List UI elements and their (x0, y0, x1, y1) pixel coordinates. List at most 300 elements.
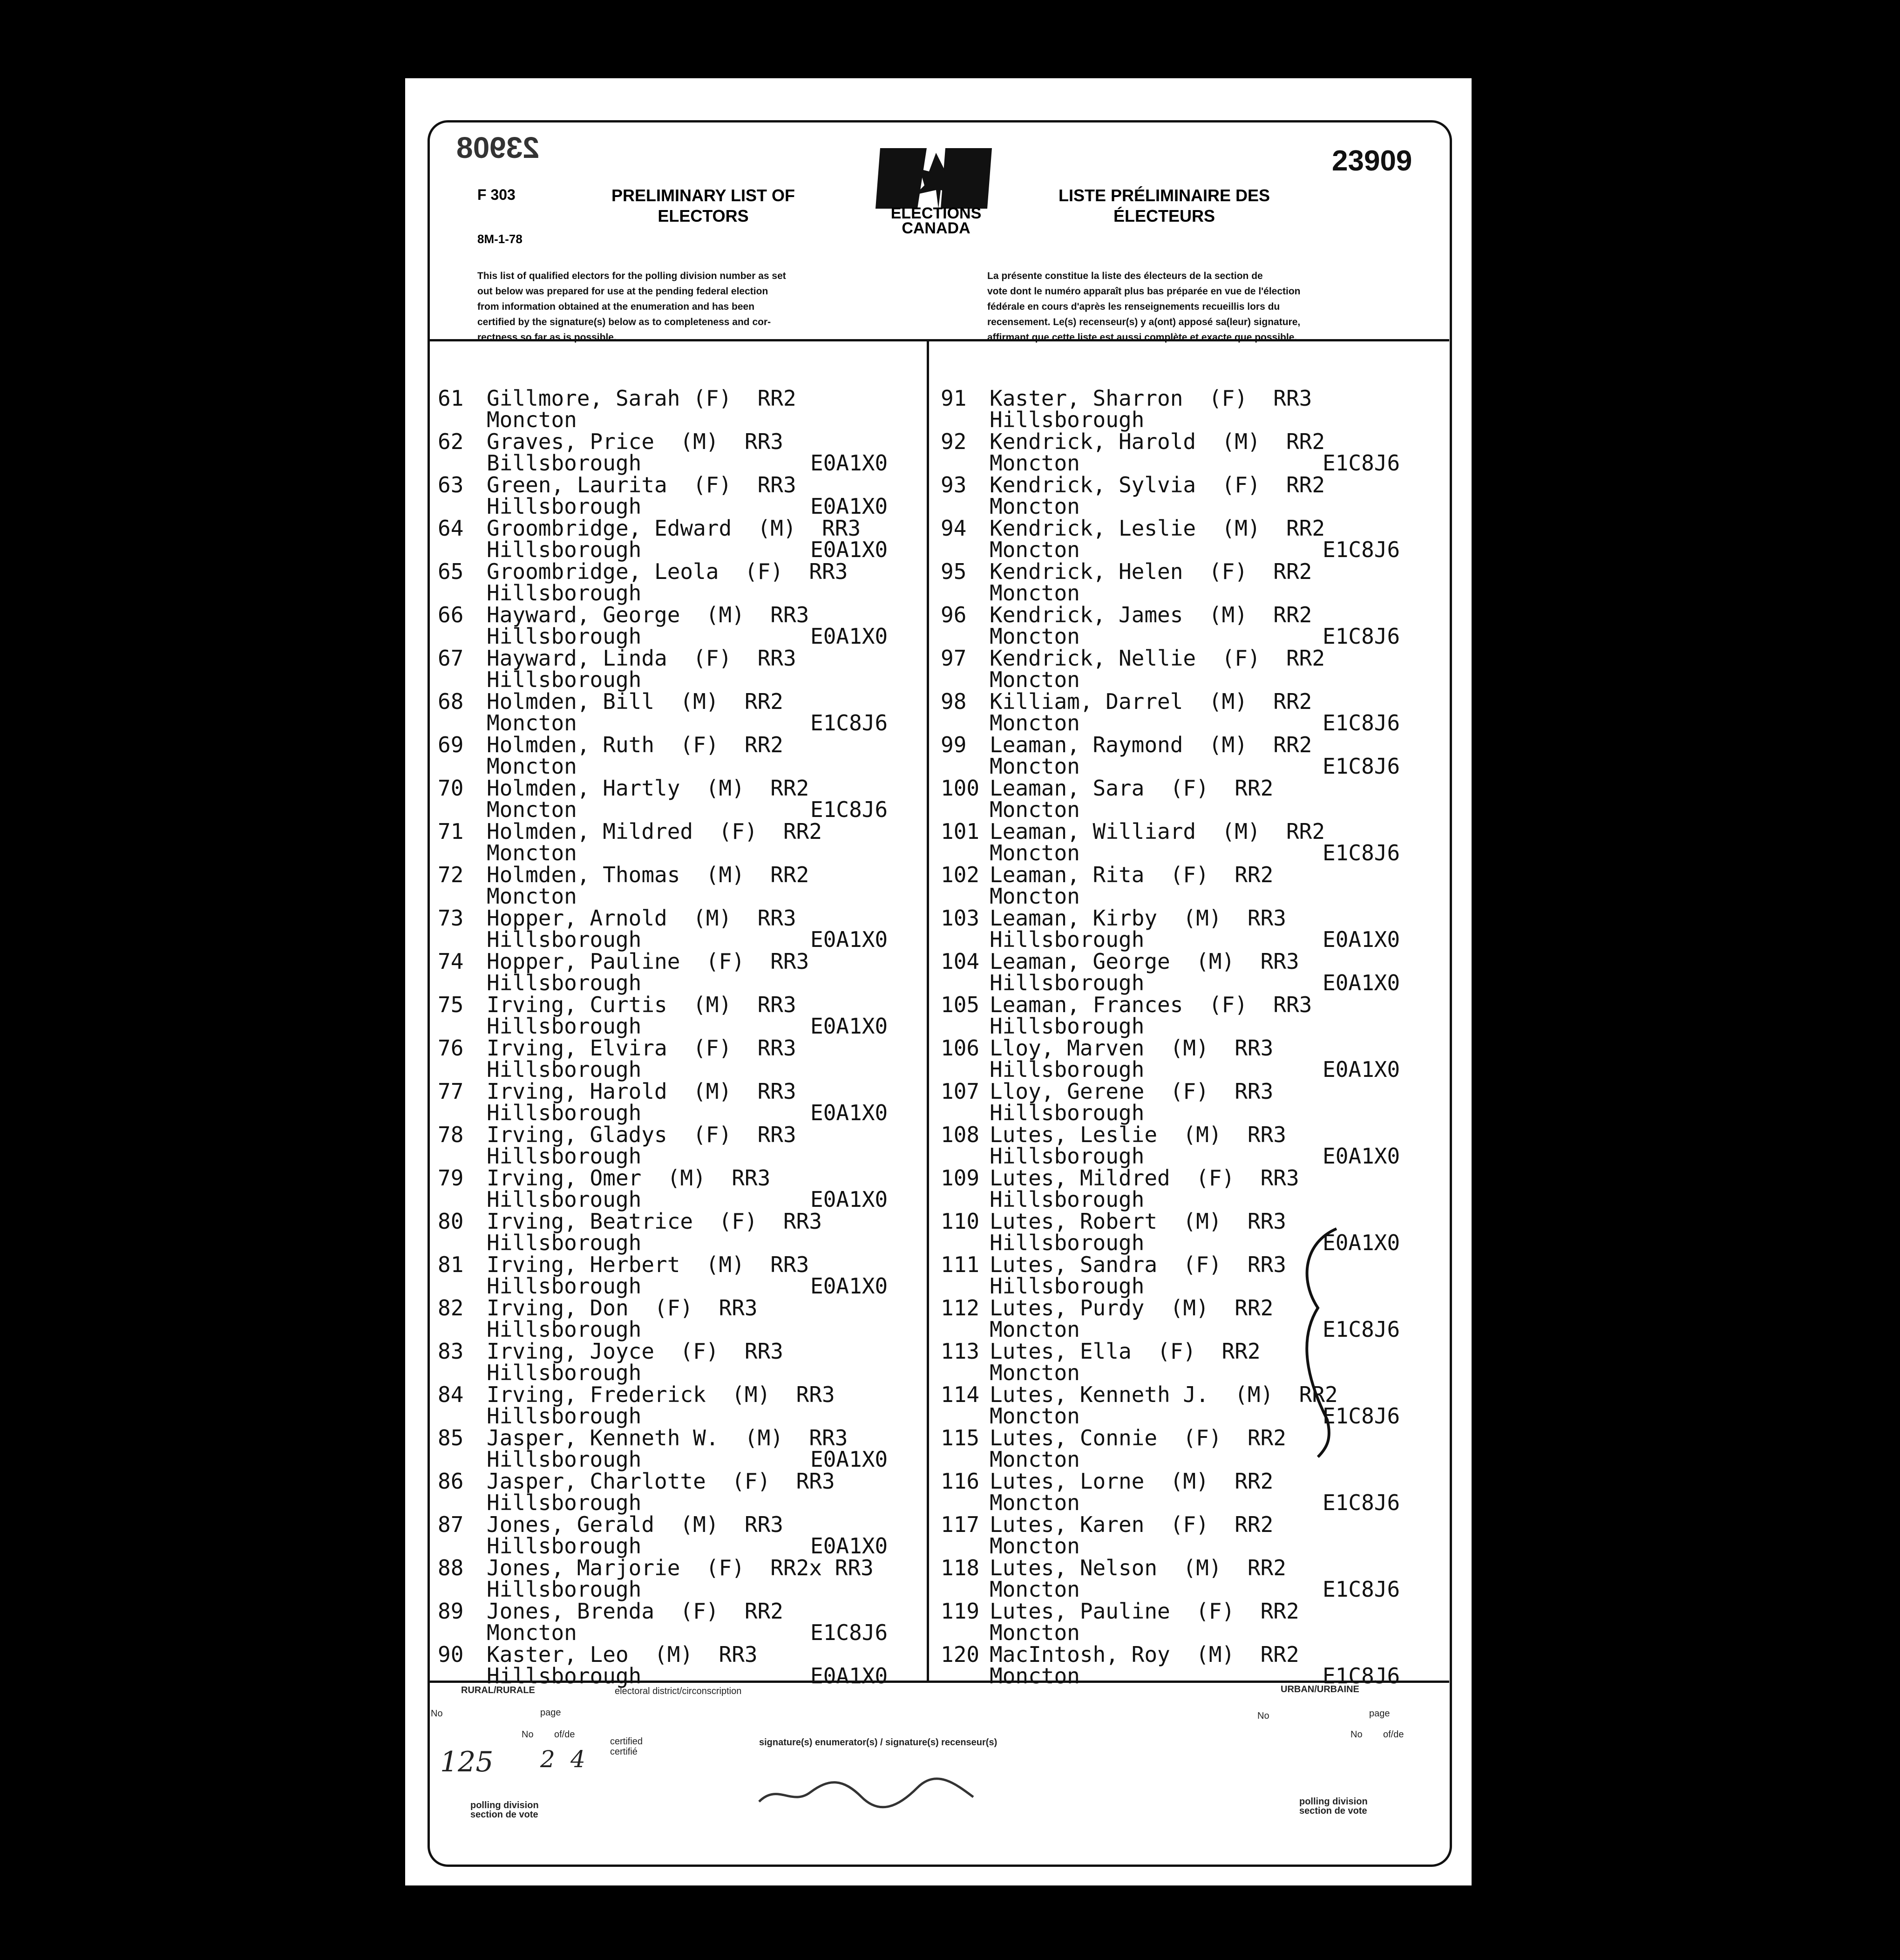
elector-number: 69 (438, 732, 464, 757)
elector-locality: Hillsborough (487, 537, 642, 562)
elector-locality: Billsborough (487, 450, 642, 476)
elector-name-line: Leaman, Frances (F) RR3 (990, 992, 1312, 1017)
elector-number: 71 (438, 819, 464, 844)
elector-name-line: Leaman, George (M) RR3 (990, 949, 1299, 974)
elector-list-right (941, 386, 1444, 1688)
form-page (405, 78, 1472, 1885)
elector-name-line: Holmden, Bill (M) RR2 (487, 689, 783, 714)
elector-postal-code: E1C8J6 (1323, 710, 1400, 735)
elector-number: 89 (438, 1599, 464, 1624)
elector-name-line: Jasper, Kenneth W. (M) RR3 (487, 1425, 848, 1450)
elector-locality: Moncton (990, 884, 1080, 909)
elector-name-line: Kaster, Leo (M) RR3 (487, 1642, 758, 1667)
footer-no-label: No (431, 1708, 443, 1719)
elector-entry (438, 1339, 922, 1385)
elector-number: 64 (438, 516, 464, 541)
elector-postal-code: E0A1X0 (810, 1014, 888, 1039)
elector-number: 65 (438, 559, 464, 584)
elector-name-line: Lloy, Marven (M) RR3 (990, 1035, 1274, 1061)
elector-locality: Hillsborough (990, 1273, 1145, 1299)
elector-number: 67 (438, 646, 464, 671)
elector-locality: Moncton (990, 580, 1080, 606)
handwritten-page-total: 4 (570, 1746, 585, 1773)
elector-list-left (438, 386, 922, 1688)
flag-logo-icon (871, 143, 1001, 213)
elector-locality: Hillsborough (487, 970, 642, 995)
elector-postal-code: E0A1X0 (810, 450, 888, 476)
elector-number: 61 (438, 386, 464, 411)
footer-polling-right: polling division section de vote (1299, 1797, 1368, 1816)
elector-postal-code: E1C8J6 (1323, 1317, 1400, 1342)
elector-number: 82 (438, 1295, 464, 1320)
elector-name-line: Lutes, Connie (F) RR2 (990, 1425, 1286, 1450)
elector-number: 97 (941, 646, 967, 671)
elector-name-line: Holmden, Mildred (F) RR2 (487, 819, 822, 844)
elector-entry (941, 905, 1444, 952)
elector-name-line: Groombridge, Leola (F) RR3 (487, 559, 848, 584)
elector-number: 113 (941, 1339, 980, 1364)
elector-number: 104 (941, 949, 980, 974)
elector-locality: Moncton (990, 1447, 1080, 1472)
elector-locality: Moncton (990, 450, 1080, 476)
elector-locality: Hillsborough (990, 1187, 1145, 1212)
elector-locality: Hillsborough (487, 1317, 642, 1342)
elector-entry (438, 386, 922, 432)
elector-number: 110 (941, 1209, 980, 1234)
elector-name-line: Jones, Gerald (M) RR3 (487, 1512, 783, 1537)
elector-locality: Moncton (990, 840, 1080, 865)
elector-postal-code: E1C8J6 (1323, 1490, 1400, 1515)
elector-name-line: Kendrick, Nellie (F) RR2 (990, 646, 1325, 671)
elector-name-line: Leaman, Sara (F) RR2 (990, 776, 1274, 801)
elector-entry (438, 689, 922, 735)
elector-name-line: Hayward, Linda (F) RR3 (487, 646, 796, 671)
elector-name-line: Lutes, Kenneth J. (M) RR2 (990, 1382, 1338, 1407)
signature-scribble-icon (750, 1736, 1076, 1816)
elector-locality: Hillsborough (487, 1273, 642, 1299)
elector-number: 109 (941, 1165, 980, 1191)
elector-number: 94 (941, 516, 967, 541)
elector-postal-code: E0A1X0 (810, 1273, 888, 1299)
elector-name-line: Kendrick, Harold (M) RR2 (990, 429, 1325, 454)
elector-locality: Moncton (990, 1663, 1080, 1688)
elector-entry (941, 559, 1444, 606)
elector-postal-code: E1C8J6 (810, 1620, 888, 1645)
elector-entry (941, 1035, 1444, 1082)
elector-number: 117 (941, 1512, 980, 1537)
elector-locality: Hillsborough (990, 1100, 1145, 1125)
elector-locality: Moncton (487, 754, 577, 779)
elector-number: 85 (438, 1425, 464, 1450)
elector-entry (438, 602, 922, 649)
elector-locality: Hillsborough (487, 1057, 642, 1082)
elector-entry (438, 1469, 922, 1515)
elector-name-line: Kendrick, Sylvia (F) RR2 (990, 472, 1325, 497)
elector-entry (438, 1642, 922, 1688)
footer-no-label-2: No (522, 1729, 534, 1740)
elector-locality: Moncton (990, 754, 1080, 779)
elector-entry (941, 1425, 1444, 1472)
elector-number: 115 (941, 1425, 980, 1450)
elector-name-line: Irving, Harold (M) RR3 (487, 1079, 796, 1104)
elector-locality: Hillsborough (487, 1533, 642, 1558)
elector-locality: Hillsborough (487, 1014, 642, 1039)
elector-name-line: Lutes, Nelson (M) RR2 (990, 1555, 1286, 1580)
elector-name-line: Irving, Don (F) RR3 (487, 1295, 758, 1320)
elector-name-line: Kendrick, Leslie (M) RR2 (990, 516, 1325, 541)
elector-entry (941, 949, 1444, 995)
elector-postal-code: E1C8J6 (1323, 624, 1400, 649)
elector-entry (438, 949, 922, 995)
elector-number: 93 (941, 472, 967, 497)
elector-entry (941, 1555, 1444, 1602)
elector-locality: Moncton (990, 1317, 1080, 1342)
elector-entry (438, 429, 922, 476)
elector-locality: Moncton (487, 1620, 577, 1645)
elector-entry (941, 1252, 1444, 1299)
elector-locality: Moncton (990, 667, 1080, 692)
elector-name-line: Lutes, Purdy (M) RR2 (990, 1295, 1274, 1320)
elections-canada-logo (871, 143, 1001, 241)
elector-name-line: Jones, Marjorie (F) RR2x RR3 (487, 1555, 874, 1580)
elector-number: 95 (941, 559, 967, 584)
elector-locality: Hillsborough (487, 1447, 642, 1472)
elector-number: 79 (438, 1165, 464, 1191)
elector-number: 62 (438, 429, 464, 454)
elector-postal-code: E1C8J6 (1323, 450, 1400, 476)
title-en: PRELIMINARY LIST OF ELECTORS (611, 186, 795, 225)
elector-entry (941, 1642, 1444, 1688)
title-fr: LISTE PRÉLIMINAIRE DES ÉLECTEURS (1058, 186, 1270, 225)
elector-locality: Moncton (990, 1360, 1080, 1385)
elector-entry (941, 1512, 1444, 1558)
elector-name-line: Irving, Joyce (F) RR3 (487, 1339, 783, 1364)
elector-locality: Hillsborough (487, 494, 642, 519)
elector-entry (438, 1512, 922, 1558)
footer-urban-of: of/de (1383, 1729, 1404, 1740)
elector-entry (941, 1599, 1444, 1645)
elector-postal-code: E1C8J6 (1323, 1577, 1400, 1602)
elector-number: 70 (438, 776, 464, 801)
elector-entry (438, 776, 922, 822)
elector-number: 119 (941, 1599, 980, 1624)
elector-locality: Hillsborough (990, 1057, 1145, 1082)
elector-number: 86 (438, 1469, 464, 1494)
elector-number: 83 (438, 1339, 464, 1364)
column-divider (927, 339, 929, 1681)
elector-locality: Hillsborough (487, 1143, 642, 1169)
elector-locality: Hillsborough (990, 1143, 1145, 1169)
elector-entry (438, 819, 922, 865)
elector-number: 66 (438, 602, 464, 627)
elector-number: 84 (438, 1382, 464, 1407)
elector-number: 74 (438, 949, 464, 974)
elector-postal-code: E0A1X0 (810, 624, 888, 649)
elector-name-line: Hayward, George (M) RR3 (487, 602, 809, 627)
elector-number: 102 (941, 862, 980, 887)
elector-number: 116 (941, 1469, 980, 1494)
elector-locality: Moncton (990, 1577, 1080, 1602)
footer-page-label: page (540, 1708, 561, 1718)
logo-text-elections: ELECTIONS (890, 204, 982, 222)
elector-locality: Moncton (487, 797, 577, 822)
elector-number: 101 (941, 819, 980, 844)
elector-locality: Moncton (990, 797, 1080, 822)
elector-locality: Moncton (990, 624, 1080, 649)
elector-name-line: Holmden, Ruth (F) RR2 (487, 732, 783, 757)
elector-number: 80 (438, 1209, 464, 1234)
elector-locality: Hillsborough (990, 1014, 1145, 1039)
elector-entry (941, 646, 1444, 692)
elector-entry (941, 1382, 1444, 1429)
elector-number: 81 (438, 1252, 464, 1277)
elector-number: 112 (941, 1295, 980, 1320)
elector-postal-code: E0A1X0 (810, 1187, 888, 1212)
elector-postal-code: E0A1X0 (1323, 970, 1400, 995)
elector-name-line: Jones, Brenda (F) RR2 (487, 1599, 783, 1624)
elector-postal-code: E0A1X0 (1323, 1143, 1400, 1169)
elector-name-line: Irving, Elvira (F) RR3 (487, 1035, 796, 1061)
footer-urban: URBAN/URBAINE (1281, 1684, 1359, 1695)
mirrored-number: 23908 (456, 131, 539, 164)
elector-number: 76 (438, 1035, 464, 1061)
handwritten-polling-number: 125 (440, 1746, 494, 1778)
footer-of-label: of/de (554, 1729, 575, 1740)
elector-locality: Hillsborough (990, 1230, 1145, 1255)
elector-name-line: Irving, Beatrice (F) RR3 (487, 1209, 822, 1234)
elector-number: 68 (438, 689, 464, 714)
elector-name-line: Graves, Price (M) RR3 (487, 429, 783, 454)
elector-entry (438, 1555, 922, 1602)
elector-postal-code: E0A1X0 (810, 1663, 888, 1688)
footer-divider (428, 1681, 1449, 1683)
elector-number: 90 (438, 1642, 464, 1667)
form-number: F 303 (477, 186, 516, 203)
elector-name-line: Leaman, Rita (F) RR2 (990, 862, 1274, 887)
elector-name-line: Hopper, Pauline (F) RR3 (487, 949, 809, 974)
elector-locality: Hillsborough (487, 1187, 642, 1212)
elector-name-line: Kendrick, Helen (F) RR2 (990, 559, 1312, 584)
elector-entry (438, 1035, 922, 1082)
elector-locality: Moncton (990, 537, 1080, 562)
elector-name-line: Lutes, Karen (F) RR2 (990, 1512, 1274, 1537)
elector-number: 78 (438, 1122, 464, 1147)
elector-entry (941, 776, 1444, 822)
handwritten-bracket-icon (1285, 1224, 1350, 1466)
elector-locality: Hillsborough (487, 1403, 642, 1429)
elector-locality: Hillsborough (487, 927, 642, 952)
elector-number: 72 (438, 862, 464, 887)
elector-name-line: Killiam, Darrel (M) RR2 (990, 689, 1312, 714)
elector-entry (438, 1165, 922, 1212)
elector-entry (941, 472, 1444, 519)
elector-entry (941, 429, 1444, 476)
elector-entry (941, 1295, 1444, 1342)
elector-entry (438, 1209, 922, 1255)
elector-name-line: Green, Laurita (F) RR3 (487, 472, 796, 497)
elector-number: 103 (941, 905, 980, 931)
elector-number: 96 (941, 602, 967, 627)
elector-locality: Hillsborough (487, 1663, 642, 1688)
elector-postal-code: E1C8J6 (1323, 537, 1400, 562)
footer-certified: certified certifié (610, 1736, 643, 1757)
elector-locality: Hillsborough (487, 1230, 642, 1255)
elector-number: 107 (941, 1079, 980, 1104)
elector-number: 118 (941, 1555, 980, 1580)
elector-name-line: Jasper, Charlotte (F) RR3 (487, 1469, 835, 1494)
elector-entry (438, 905, 922, 952)
elector-number: 114 (941, 1382, 980, 1407)
elector-postal-code: E0A1X0 (810, 1447, 888, 1472)
elector-entry (438, 1122, 922, 1169)
footer-rural: RURAL/RURALE (461, 1685, 535, 1695)
elector-number: 111 (941, 1252, 980, 1277)
elector-number: 105 (941, 992, 980, 1017)
elector-locality: Hillsborough (487, 624, 642, 649)
elector-locality: Moncton (487, 840, 577, 865)
elector-name-line: Irving, Gladys (F) RR3 (487, 1122, 796, 1147)
elector-entry (941, 1209, 1444, 1255)
elector-name-line: Groombridge, Edward (M) RR3 (487, 516, 861, 541)
elector-number: 120 (941, 1642, 980, 1667)
intro-text-en: This list of qualified electors for the polling division number as set out below was prepared for use at the pending federal election from information obtained at the enumeration and has been certified by the signature(s) below as to completeness and cor- rectness so far as is possible. (477, 271, 786, 343)
elector-name-line: Lutes, Sandra (F) RR3 (990, 1252, 1286, 1277)
elector-name-line: Lloy, Gerene (F) RR3 (990, 1079, 1274, 1104)
elector-number: 87 (438, 1512, 464, 1537)
elector-number: 75 (438, 992, 464, 1017)
elector-entry (941, 516, 1444, 562)
elector-number: 91 (941, 386, 967, 411)
elector-number: 73 (438, 905, 464, 931)
elector-locality: Moncton (487, 407, 577, 432)
elector-entry (941, 1165, 1444, 1212)
elector-locality: Hillsborough (487, 1360, 642, 1385)
elector-entry (438, 646, 922, 692)
elector-locality: Moncton (990, 1533, 1080, 1558)
elector-name-line: Lutes, Leslie (M) RR3 (990, 1122, 1286, 1147)
elector-name-line: MacIntosh, Roy (M) RR2 (990, 1642, 1299, 1667)
elector-entry (438, 1252, 922, 1299)
elector-entry (438, 1599, 922, 1645)
form-date: 8M-1-78 (477, 232, 522, 246)
elector-postal-code: E1C8J6 (1323, 840, 1400, 865)
elector-entry (438, 992, 922, 1039)
footer-signatures: signature(s) enumerator(s) / signature(s) recenseur(s) (759, 1737, 998, 1748)
elector-entry (941, 732, 1444, 779)
elector-entry (941, 1339, 1444, 1385)
elector-postal-code: E1C8J6 (1323, 754, 1400, 779)
elector-number: 106 (941, 1035, 980, 1061)
elector-name-line: Gillmore, Sarah (F) RR2 (487, 386, 796, 411)
elector-number: 98 (941, 689, 967, 714)
elector-postal-code: E0A1X0 (810, 1100, 888, 1125)
elector-locality: Moncton (990, 710, 1080, 735)
elector-name-line: Irving, Curtis (M) RR3 (487, 992, 796, 1017)
elector-postal-code: E0A1X0 (1323, 1230, 1400, 1255)
elector-postal-code: E1C8J6 (810, 710, 888, 735)
elector-number: 92 (941, 429, 967, 454)
elector-entry (941, 1122, 1444, 1169)
elector-name-line: Irving, Herbert (M) RR3 (487, 1252, 809, 1277)
elector-name-line: Leaman, Kirby (M) RR3 (990, 905, 1286, 931)
header-divider (428, 339, 1449, 341)
elector-entry (941, 992, 1444, 1039)
footer-urban-no: No (1257, 1711, 1269, 1721)
elector-locality: Hillsborough (487, 667, 642, 692)
footer-polling-left: polling division section de vote (470, 1800, 539, 1820)
elector-name-line: Irving, Frederick (M) RR3 (487, 1382, 835, 1407)
elector-entry (941, 386, 1444, 432)
elector-postal-code: E1C8J6 (1323, 1403, 1400, 1429)
elector-locality: Moncton (990, 1490, 1080, 1515)
elector-name-line: Lutes, Ella (F) RR2 (990, 1339, 1261, 1364)
elector-postal-code: E0A1X0 (810, 927, 888, 952)
elector-postal-code: E0A1X0 (1323, 927, 1400, 952)
serial-number: 23909 (1332, 145, 1412, 177)
elector-name-line: Hopper, Arnold (M) RR3 (487, 905, 796, 931)
elector-locality: Moncton (990, 494, 1080, 519)
elector-name-line: Irving, Omer (M) RR3 (487, 1165, 771, 1191)
elector-name-line: Kaster, Sharron (F) RR3 (990, 386, 1312, 411)
intro-text-fr: La présente constitue la liste des électeurs de la section de vote dont le numéro apparaît plus bas préparée en vue de l'élection fédérale en cours d'après les renseignements recueillis lors du recensement. Le(s) recenseur(s) y a(ont) apposé sa(leur) signature, affirmant que cette liste est aussi complète et exacte que possible. (987, 271, 1301, 343)
elector-entry (941, 819, 1444, 865)
footer-district: electoral district/circonscription (615, 1686, 742, 1696)
elector-number: 63 (438, 472, 464, 497)
elector-number: 100 (941, 776, 980, 801)
elector-entry (438, 1079, 922, 1125)
elector-locality: Hillsborough (487, 1100, 642, 1125)
elector-locality: Moncton (487, 884, 577, 909)
elector-entry (438, 1295, 922, 1342)
elector-entry (438, 1382, 922, 1429)
elector-number: 77 (438, 1079, 464, 1104)
elector-locality: Moncton (990, 1403, 1080, 1429)
elector-name-line: Kendrick, James (M) RR2 (990, 602, 1312, 627)
elector-entry (941, 602, 1444, 649)
elector-postal-code: E0A1X0 (810, 537, 888, 562)
elector-name-line: Leaman, Raymond (M) RR2 (990, 732, 1312, 757)
logo-text-canada: CANADA (902, 219, 970, 237)
elector-locality: Hillsborough (990, 407, 1145, 432)
elector-entry (438, 559, 922, 606)
elector-postal-code: E0A1X0 (1323, 1057, 1400, 1082)
elector-locality: Moncton (990, 1620, 1080, 1645)
elector-locality: Hillsborough (487, 1490, 642, 1515)
elector-number: 108 (941, 1122, 980, 1147)
footer-urban-page: page (1369, 1708, 1390, 1719)
elector-postal-code: E1C8J6 (810, 797, 888, 822)
elector-name-line: Lutes, Mildred (F) RR3 (990, 1165, 1299, 1191)
elector-entry (438, 472, 922, 519)
elector-postal-code: E0A1X0 (810, 494, 888, 519)
elector-locality: Hillsborough (990, 927, 1145, 952)
elector-name-line: Lutes, Robert (M) RR3 (990, 1209, 1286, 1234)
elector-entry (941, 1469, 1444, 1515)
elector-entry (438, 1425, 922, 1472)
elector-entry (438, 862, 922, 909)
elector-locality: Hillsborough (487, 1577, 642, 1602)
elector-postal-code: E0A1X0 (810, 1533, 888, 1558)
elector-number: 99 (941, 732, 967, 757)
elector-postal-code: E1C8J6 (1323, 1663, 1400, 1688)
elector-number: 88 (438, 1555, 464, 1580)
handwritten-page-number: 2 (540, 1746, 555, 1773)
elector-name-line: Leaman, Williard (M) RR2 (990, 819, 1325, 844)
elector-entry (941, 1079, 1444, 1125)
elector-name-line: Holmden, Hartly (M) RR2 (487, 776, 809, 801)
elector-name-line: Lutes, Lorne (M) RR2 (990, 1469, 1274, 1494)
elector-entry (438, 516, 922, 562)
